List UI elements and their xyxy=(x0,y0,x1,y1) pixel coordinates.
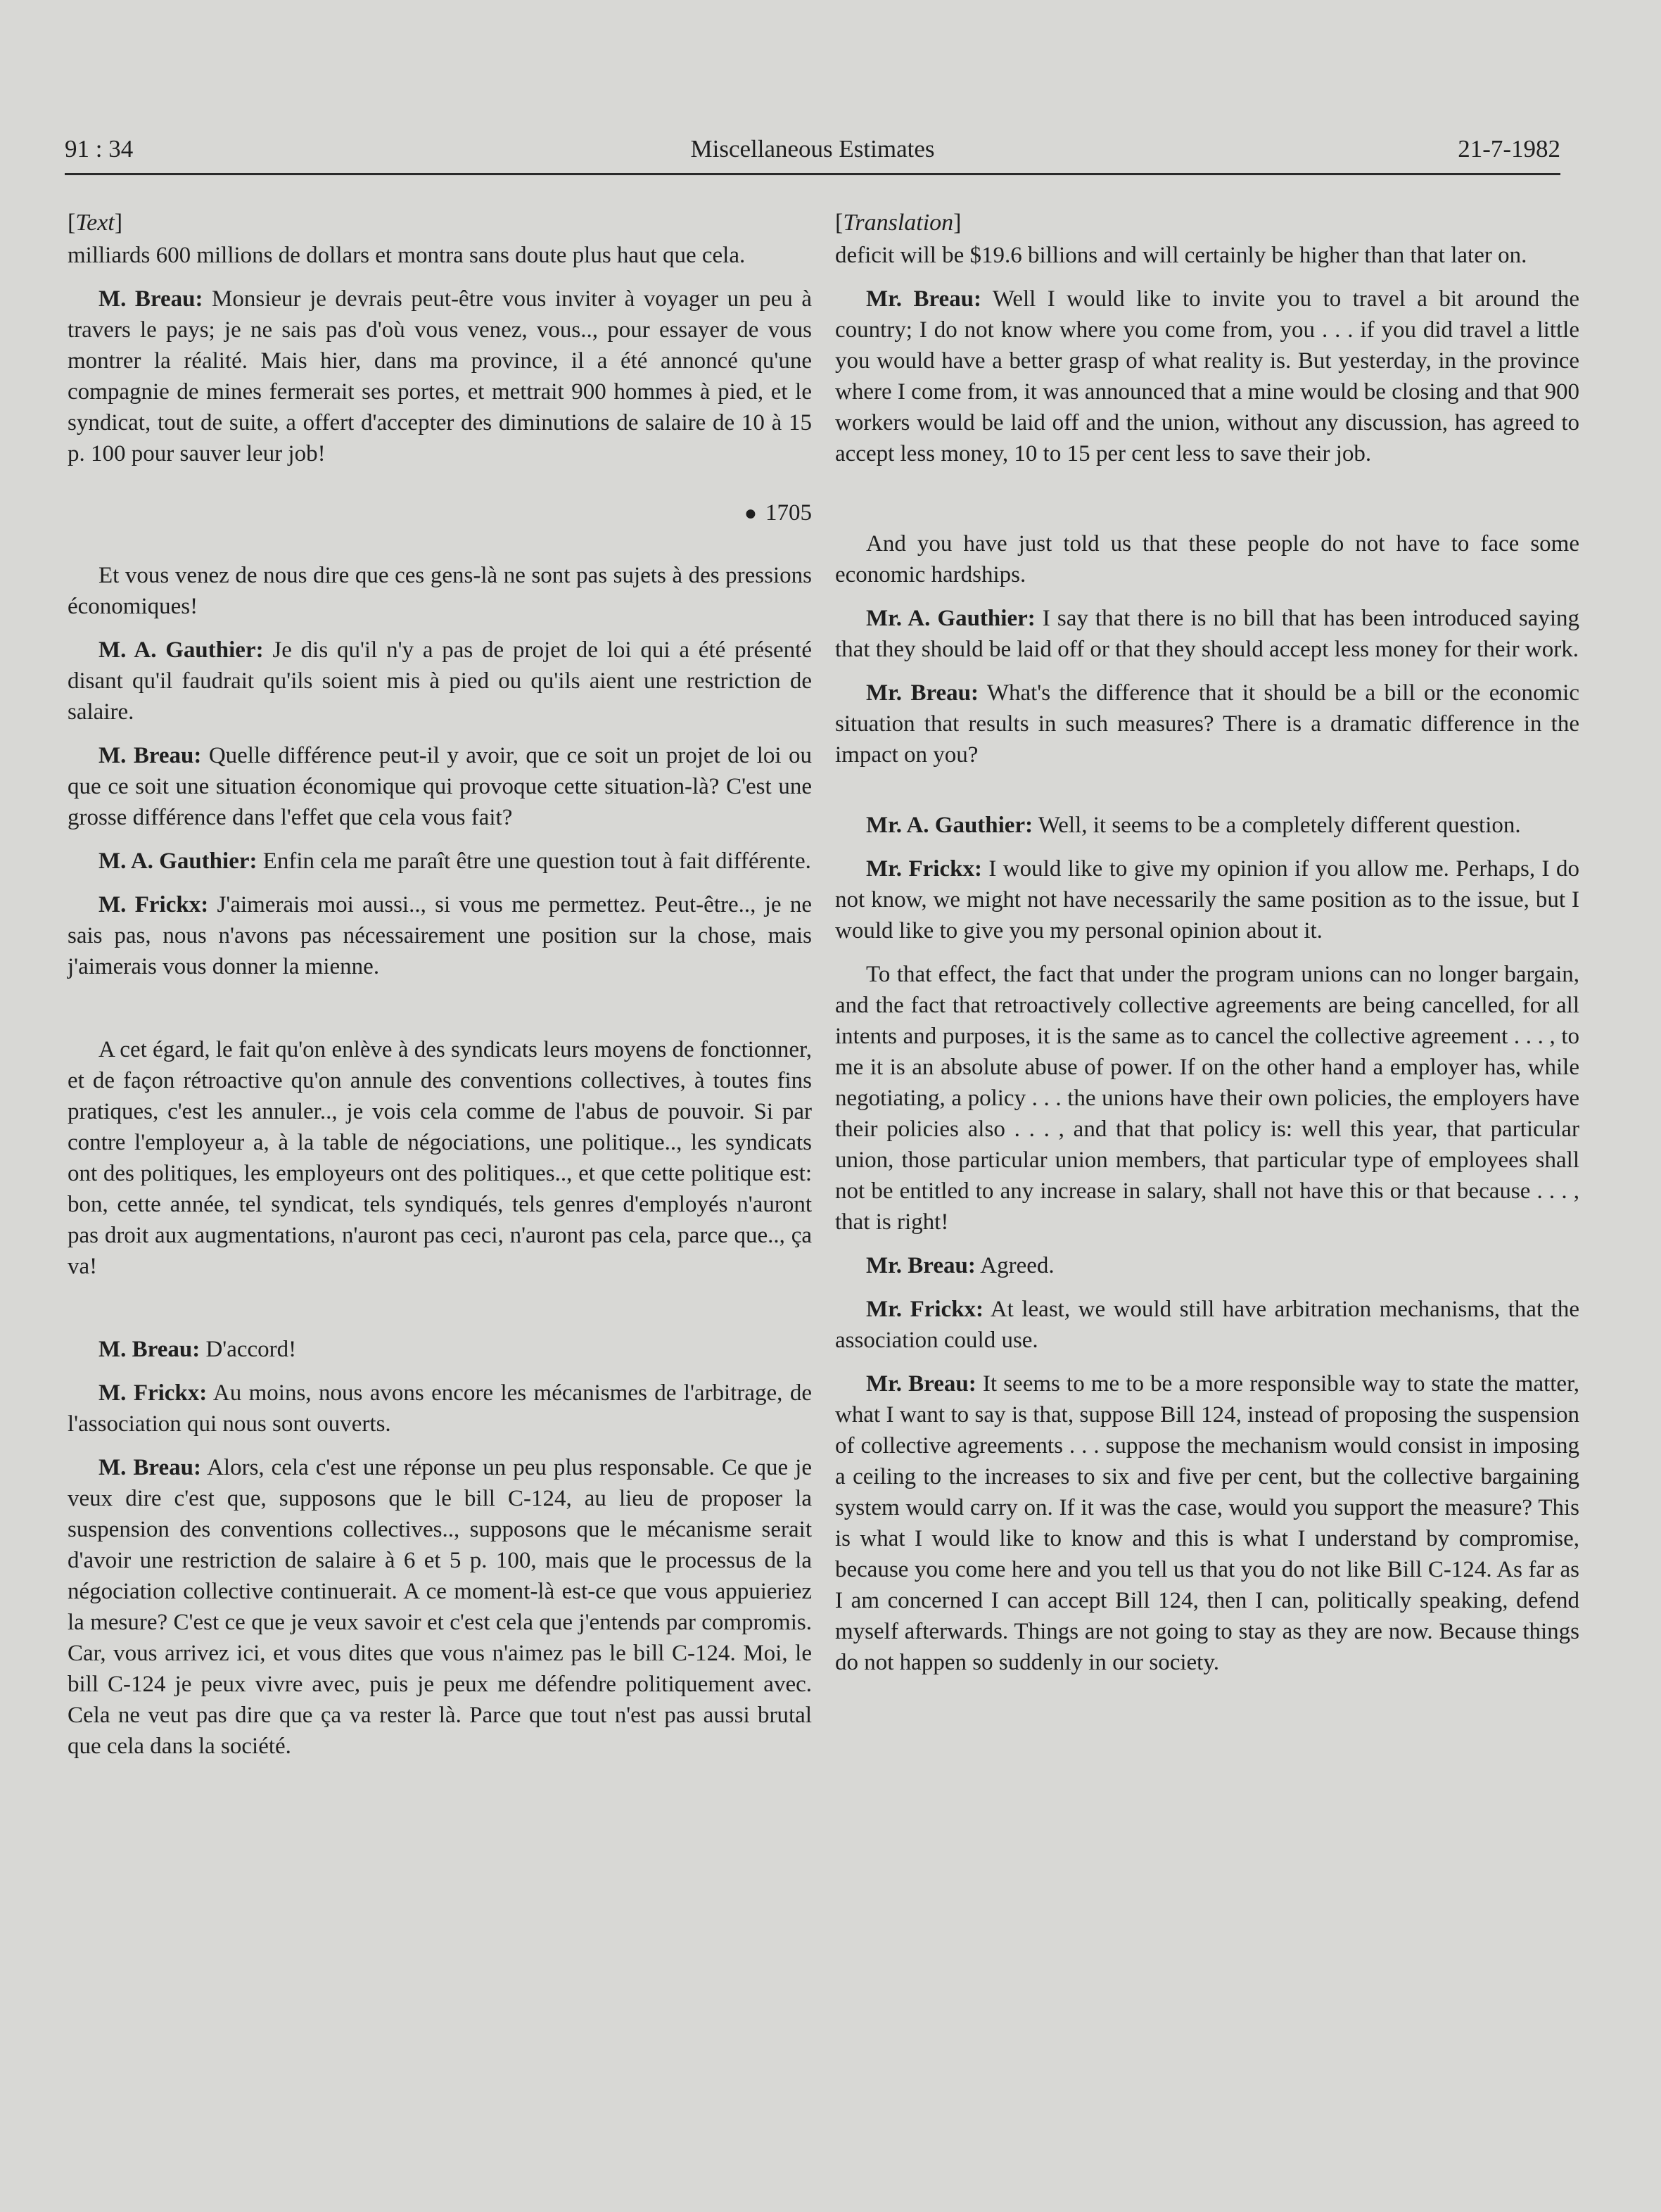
speaker-name: Mr. Frickx: xyxy=(866,1297,984,1322)
speaker-name: M. Breau: xyxy=(98,1455,201,1480)
speaker-name: Mr. Breau: xyxy=(866,286,981,312)
column-label: [Translation] xyxy=(835,210,962,236)
speech-paragraph: M. Breau: D'accord! xyxy=(98,1337,297,1362)
page-number: 91 : 34 xyxy=(65,135,134,163)
speech-paragraph: M. Frickx: J'aimerais moi aussi.., si vous me permettez. Peut-être.., je ne sais pas, nous n'avons pas nécessairement une position sur la chose, mais j'aimerais vous donner la mienne. xyxy=(68,892,813,979)
speech-paragraph: Mr. Frickx: At least, we would still have arbitration mechanisms, that the association could use. xyxy=(835,1297,1579,1353)
speech-paragraph: Mr. A. Gauthier: I say that there is no bill that has been introduced saying that they should be laid off or that they should accept less money for their work. xyxy=(835,606,1579,662)
speech-paragraph: M. Breau: Alors, cela c'est une réponse un peu plus responsable. Ce que je veux dire c'est que, supposons que le bill C-124, au lieu de proposer la suspension des conventions collectives.., supposons que le mécanisme serait d'avoir une restriction de salaire à 6 et 5 p. 100, mais que le processus de la négociation collective continuerait. A ce moment-là est-ce que vous appuieriez la mesure? C'est ce que je veux savoir et c'est cela que j'entends par compromis. Car, vous arrivez ici, et vous dites que vous n'aimez pas le bill C-124. Moi, le bill C-124 je peux vivre avec, puis je peux me défendre politiquement avec. Cela ne veut pas dire que ça va rester là. Parce que tout n'est pas aussi brutal que cela dans la société. xyxy=(68,1455,812,1759)
speaker-name: M. Frickx: xyxy=(98,892,209,917)
paragraph: Et vous venez de nous dire que ces gens-là ne sont pas sujets à des pressions économiques! xyxy=(68,563,812,619)
speaker-name: Mr. Breau: xyxy=(866,680,979,706)
speaker-name: M. A. Gauthier: xyxy=(98,848,257,874)
speech-paragraph: Mr. Breau: Agreed. xyxy=(866,1253,1055,1278)
speaker-name: Mr. A. Gauthier: xyxy=(866,813,1033,838)
speaker-name: M. Breau: xyxy=(98,286,203,312)
french-column xyxy=(68,208,812,1774)
english-column xyxy=(835,208,1579,1691)
speech-paragraph: M. Breau: Quelle différence peut-il y avoir, que ce soit un projet de loi ou que ce soit une situation économique qui provoque cette situation-là? C'est une grosse différence dans l'effet que cela vous fait? xyxy=(68,743,813,830)
speech-paragraph: M. A. Gauthier: Enfin cela me paraît être une question tout à fait différente. xyxy=(98,848,811,874)
speaker-name: Mr. Breau: xyxy=(866,1253,976,1278)
page-header xyxy=(65,135,1560,175)
paragraph: milliards 600 millions de dollars et montra sans doute plus haut que cela. xyxy=(68,243,746,268)
timestamp: ● 1705 xyxy=(744,500,812,526)
speaker-name: M. Breau: xyxy=(98,1337,201,1362)
speaker-name: Mr. Frickx: xyxy=(866,856,982,882)
speaker-name: Mr. A. Gauthier: xyxy=(866,606,1036,631)
page-title: Miscellaneous Estimates xyxy=(690,135,935,163)
speaker-name: M. A. Gauthier: xyxy=(98,637,264,663)
paragraph: A cet égard, le fait qu'on enlève à des syndicats leurs moyens de fonctionner, et de façon rétroactive qu'on annule des conventions collectives, à toutes fins pratiques, c'est les annuler.., je vois cela comme de l'abus de pouvoir. Si par contre l'employeur a, à la table de négociations, une politique.., les syndicats ont des politiques, les employeurs ont des politiques.., et que cette politique est: bon, cette année, tel syndicat, tels syndiqués, tels genres d'employés n'auront pas droit aux augmentations, n'auront pas ceci, n'auront pas cela, parce que.., ça va! xyxy=(68,1037,812,1279)
speech-paragraph: Mr. Breau: What's the difference that it should be a bill or the economic situation that results in such measures? There is a dramatic difference in the impact on you? xyxy=(835,680,1579,768)
speech-paragraph: M. A. Gauthier: Je dis qu'il n'y a pas de projet de loi qui a été présenté disant qu'il faudrait qu'ils soient mis à pied ou qu'ils aient une restriction de salaire. xyxy=(68,637,812,725)
column-label: [Text] xyxy=(68,210,123,236)
speech-paragraph: Mr. Frickx: I would like to give my opinion if you allow me. Perhaps, I do not know, we might not have necessarily the same position as to the issue, but I would like to give you my personal opinion about it. xyxy=(835,856,1579,943)
bullet-icon: ● xyxy=(744,502,757,525)
page-date: 21-7-1982 xyxy=(1458,135,1560,163)
speech-paragraph: M. Frickx: Au moins, nous avons encore les mécanismes de l'arbitrage, de l'association qui nous sont ouverts. xyxy=(68,1380,812,1437)
speech-paragraph: Mr. Breau: Well I would like to invite you to travel a bit around the country; I do not know where you come from, you . . . if you did travel a little you would have a better grasp of what reality is. But yesterday, in the province where I come from, it was announced that a mine would be closing and that 900 workers would be laid off and the union, without any discussion, has agreed to accept less money, 10 to 15 per cent less to save their job. xyxy=(835,286,1579,466)
speaker-name: M. Breau: xyxy=(98,743,202,768)
speaker-name: Mr. Breau: xyxy=(866,1371,976,1397)
paragraph: deficit will be $19.6 billions and will certainly be higher than that later on. xyxy=(835,243,1527,268)
speech-paragraph: Mr. Breau: It seems to me to be a more responsible way to state the matter, what I want to say is that, suppose Bill 124, instead of proposing the suspension of collective agreements . . . suppose the mechanism would consist in imposing a ceiling to the increases to six and five per cent, but the collective bargaining system would carry on. If it was the case, would you support the measure? This is what I would like to know and this is what I understand by compromise, because you come here and you tell us that you do not like Bill C-124. As far as I am concerned I can accept Bill 124, then I can, politically speaking, defend myself afterwards. Things are not going to stay as they are now. Because things do not happen so suddenly in our society. xyxy=(835,1371,1579,1675)
paragraph: And you have just told us that these people do not have to face some economic hardships. xyxy=(835,531,1579,587)
speaker-name: M. Frickx: xyxy=(98,1380,208,1406)
paragraph: To that effect, the fact that under the program unions can no longer bargain, and the fact that retroactively collective agreements are being cancelled, for all intents and purposes, it is the same as to cancel the collective agreement . . . , to me it is an absolute abuse of power. If on the other hand a employer has, while negotiating, a policy . . . the unions have their own policies, the employers have their policies also . . . , and that that policy is: well this year, that particular union, those particular union members, that particular type of employees shall not be entitled to any increase in salary, shall not have this or that because . . . , that is right! xyxy=(835,962,1579,1235)
speech-paragraph: Mr. A. Gauthier: Well, it seems to be a completely different question. xyxy=(866,813,1521,838)
speech-paragraph: M. Breau: Monsieur je devrais peut-être vous inviter à voyager un peu à travers le pays; je ne sais pas d'où vous venez, vous.., pour essayer de vous montrer la réalité. Mais hier, dans ma province, il a été annoncé qu'une compagnie de mines fermerait ses portes, et mettrait 900 hommes à pied, et le syndicat, tout de suite, a offert d'accepter des diminutions de salaire de 10 à 15 p. 100 pour sauver leur job! xyxy=(68,286,812,466)
